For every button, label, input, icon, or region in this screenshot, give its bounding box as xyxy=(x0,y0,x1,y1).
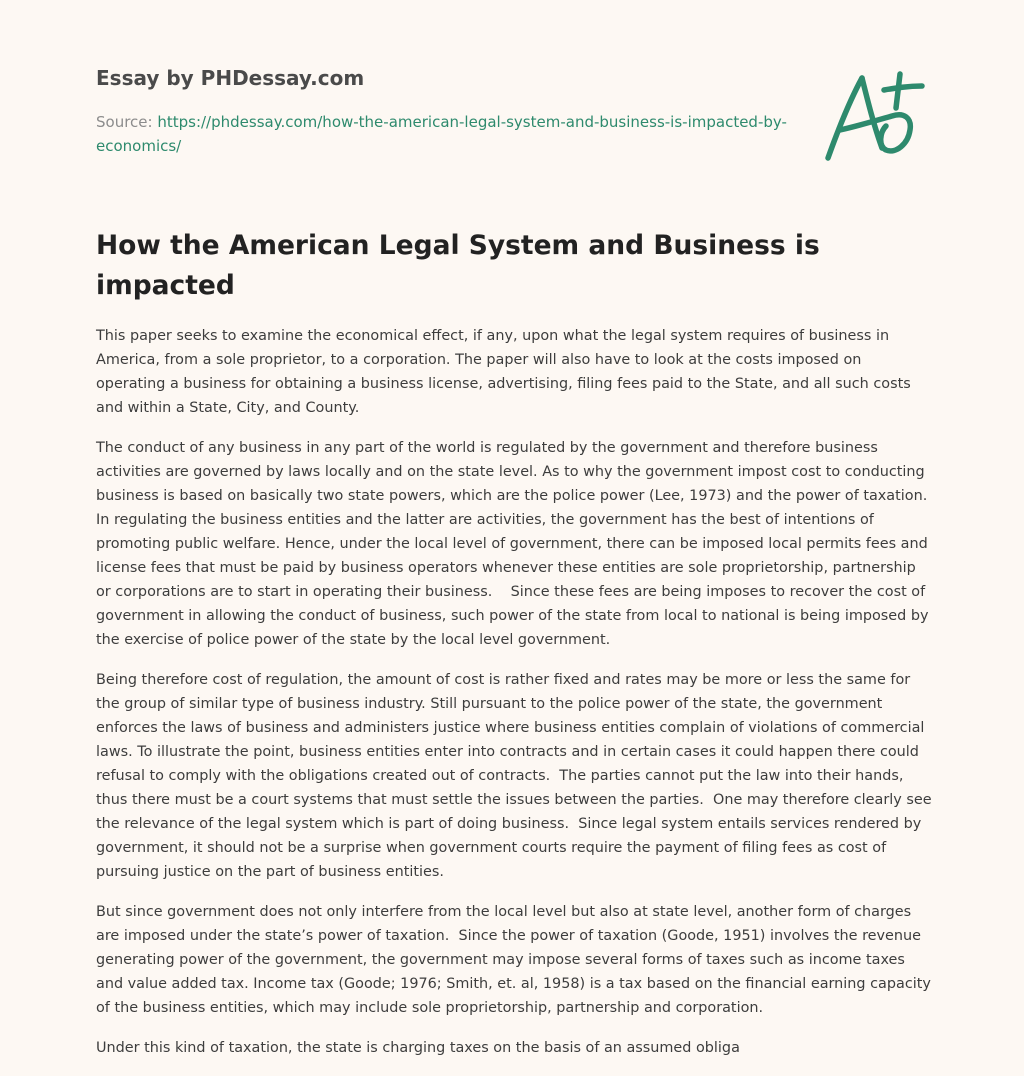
site-brand: Essay by PHDessay.com xyxy=(96,66,365,90)
paragraph: The conduct of any business in any part of the world is regulated by the government and therefore business activities are governed by laws locally and on the state level. As to why the government impost cost to conducting business is based on basically two state powers, which are the police power (Lee, 1973) and the power of taxation. In regulating the business entities and the latter are activities, the government has the best of intentions of promoting public welfare. Hence, under the local level of government, there can be imposed local permits fees and license fees that must be paid by business operators whenever these entities are sole proprietorship, partnership or corporations are to start in operating their business. Since these fees are being imposes to recover the cost of government in allowing the conduct of business, such power of the state from local to national is being imposed by the exercise of police power of the state by the local level government. xyxy=(96,440,937,648)
paragraph: But since government does not only interfere from the local level but also at state level, another form of charges are imposed under the state’s power of taxation. Since the power of taxation (Goode, 1951) involves the revenue generating power of the government, the government may impose several forms of taxes such as income taxes and value added tax. Income tax (Goode; 1976; Smith, et. al, 1958) is a tax based on the financial earning capacity of the business entities, which may include sole proprietorship, partnership and corporation. xyxy=(96,904,936,1016)
paragraph: Under this kind of taxation, the state is charging taxes on the basis of an assumed obliga xyxy=(96,1040,740,1056)
source-link[interactable]: https://phdessay.com/how-the-american-legal-system-and-business-is-impacted-by-economics/ xyxy=(96,113,787,155)
paragraph: This paper seeks to examine the economical effect, if any, upon what the legal system requires of business in America, from a sole proprietor, to a corporation. The paper will also have to look at the costs imposed on operating a business for obtaining a business license, advertising, filing fees paid to the State, and all such costs and within a State, City, and County. xyxy=(96,328,916,416)
paragraph: Being therefore cost of regulation, the amount of cost is rather fixed and rates may be more or less the same for the group of similar type of business industry. Still pursuant to the police power of the state, the government enforces the laws of business and administers justice where business entities complain of violations of commercial laws. To illustrate the point, business entities enter into contracts and in certain cases it could happen there could refusal to comply with the obligations created out of contracts. The parties cannot put the law into their hands, thus there must be a court systems that must settle the issues between the parties. One may therefore clearly see the relevance of the legal system which is part of doing business. Since legal system entails services rendered by government, it should not be a surprise when government courts require the payment of filing fees as cost of pursuing justice on the part of business entities. xyxy=(96,672,937,880)
essay-body xyxy=(96,324,937,1076)
a-plus-grade-icon xyxy=(820,68,930,164)
source-label: Source: xyxy=(96,113,158,131)
essay-title: How the American Legal System and Business is impacted xyxy=(96,230,820,301)
essay-header xyxy=(96,64,796,158)
source-line xyxy=(96,110,796,158)
